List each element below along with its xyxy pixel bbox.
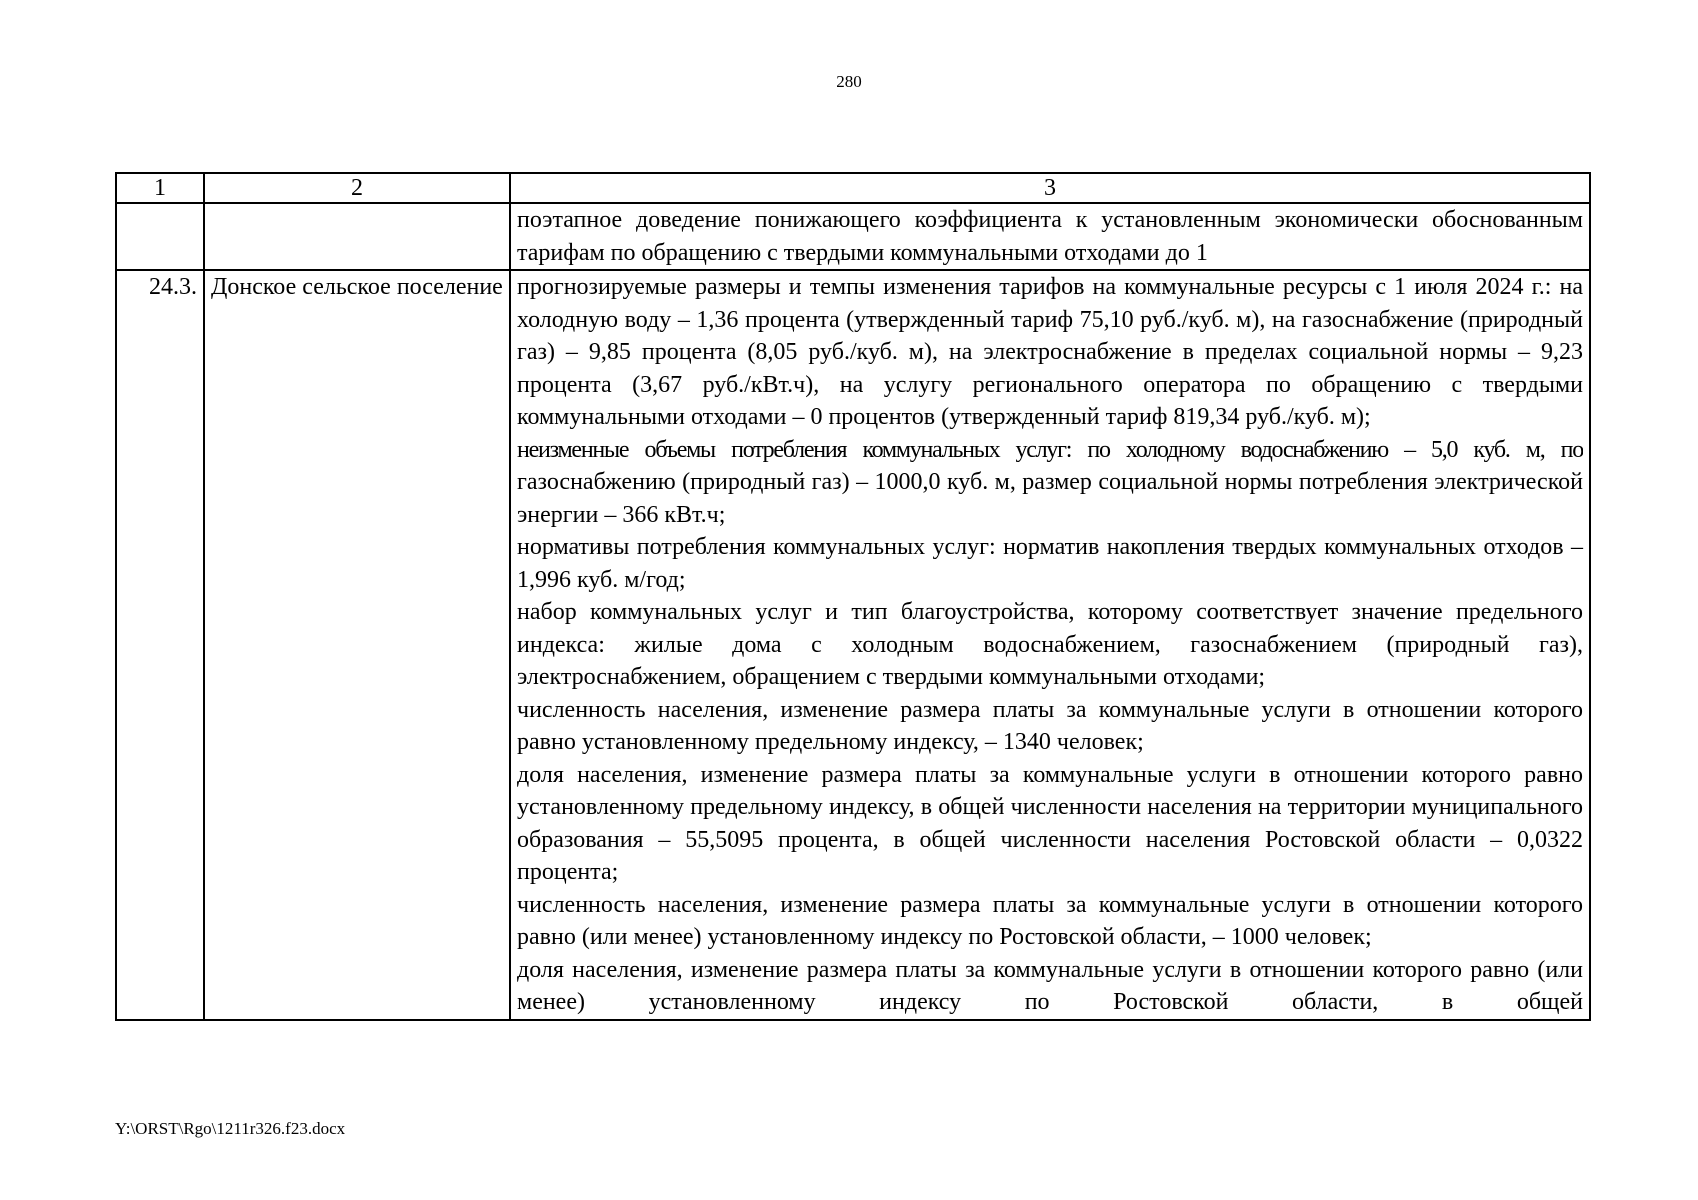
paragraph-volumes-rest: газоснабжению (природный газ) – 1000,0 куб. м, размер социальной нормы потребления электрической энергии – 366 кВт.ч; — [517, 469, 1583, 528]
empty-cell — [204, 203, 510, 270]
settlement-name: Донское сельское поселение — [204, 270, 510, 1020]
table-row — [116, 270, 1590, 1020]
header-cell-2: 2 — [204, 173, 510, 203]
paragraph-population-share: доля населения, изменение размера платы за коммунальные услуги в отношении которого равно установленному предельному индексу, в общей численности населения на территории муниципального образования – 55,5095 процента, в общей численности населения Ростовской области – 0,0322 процента; — [517, 761, 1583, 885]
header-cell-1: 1 — [116, 173, 204, 203]
paragraph-norms: нормативы потребления коммунальных услуг: норматив накопления твердых коммунальных отходов – 1,996 куб. м/год; — [517, 534, 1583, 593]
paragraph-volumes-line1: неизменные объемы потребления коммунальных услуг: по холодному водоснабжению – 5,0 куб. м, по — [517, 436, 1583, 463]
tariff-table — [115, 172, 1591, 1021]
table-row-continuation — [116, 203, 1590, 270]
continuation-paragraph: поэтапное доведение понижающего коэффициента к установленным экономически обоснованным тарифам по обращению с твердыми коммунальными отходами до 1 — [517, 207, 1583, 266]
page-number: 280 — [836, 72, 862, 91]
row-number: 24.3. — [116, 270, 204, 1020]
paragraph-population-count: численность населения, изменение размера платы за коммунальные услуги в отношении которого равно установленному предельному индексу, – 1340 человек; — [517, 696, 1583, 755]
header-cell-3: 3 — [510, 173, 1590, 203]
paragraph-tariffs: прогнозируемые размеры и темпы изменения тарифов на коммунальные ресурсы с 1 июля 2024 г.: на холодную воду – 1,36 процента (утвержденный тариф 75,10 руб./куб. м), на газоснабжение (природный газ) – 9,85 процента (8,05 руб./куб. м), на электроснабжение в пределах социальной нормы – 9,23 процента (3,67 руб./кВт.ч), на услугу регионального оператора по обращению с твердыми коммунальными отходами – 0 процентов (утвержденный тариф 819,34 руб./куб. м); — [517, 274, 1583, 430]
continuation-text-cell — [510, 203, 1590, 270]
empty-cell — [116, 203, 204, 270]
paragraph-services-set: набор коммунальных услуг и тип благоустройства, которому соответствует значение предельного индекса: жилые дома с холодным водоснабжением, газоснабжением (природный газ), электроснабжением, обращением с твердыми коммунальными отходами; — [517, 599, 1583, 690]
paragraph-population-share-regional: доля населения, изменение размера платы за коммунальные услуги в отношении которого равно (или менее) установленному индексу по Ростовской области, в общей — [517, 956, 1583, 1015]
description-cell — [510, 270, 1590, 1020]
paragraph-population-count-regional: численность населения, изменение размера платы за коммунальные услуги в отношении которого равно (или менее) установленному индексу по Ростовской области, – 1000 человек; — [517, 891, 1583, 950]
footer-file-path: Y:\ORST\Rgo\1211r326.f23.docx — [115, 1119, 346, 1138]
table-header-row — [116, 173, 1590, 203]
